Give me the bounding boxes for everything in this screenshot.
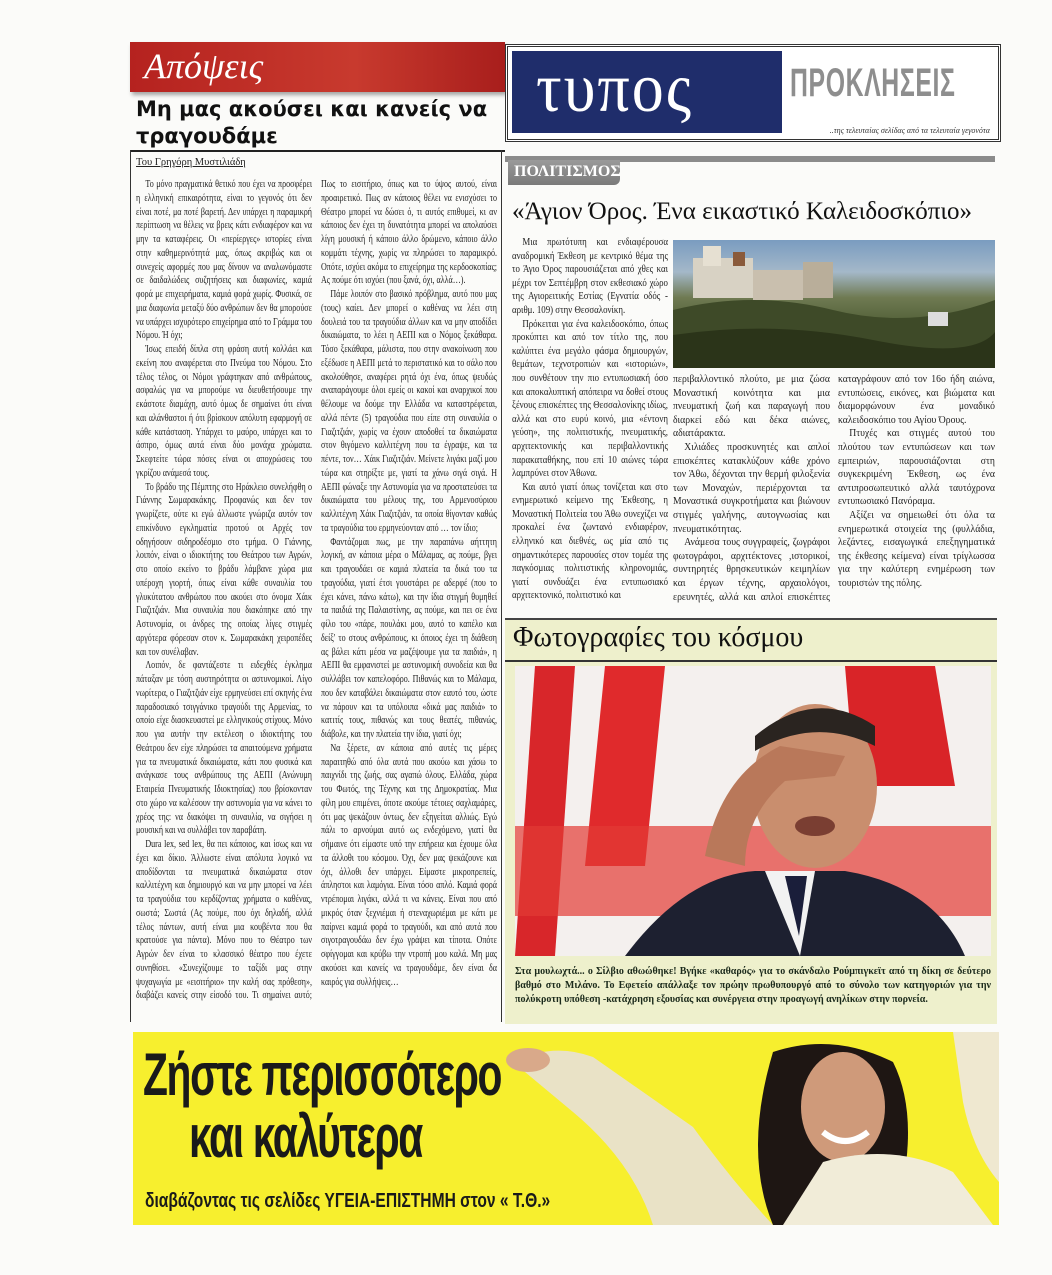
logo-text: τυπος (536, 48, 694, 127)
paragraph: Αξίζει να σημειωθεί ότι όλα τα ενημερωτικά στοιχεία της (φυλλάδια, λεζάντες, εισαγωγικά επεξηγηματικά της έκθεσης κείμενα) είναι τρίγλωσσα για την καλύτερη ενημέρωση των τουριστών της πόλης. (837, 509, 995, 589)
paragraph: Ανάμεσα τους συγγραφείς, ζωγράφοι φωτογράφοι, αρχιτέκτονες ,ιστορικοί, συντηρητές θρησκευτικών κειμηλίων και έργων τέχνης, αρχαιολόγοι, ερευνητές, αλλά και απλοί επισκέπτες καταγράφουν από τον 16ο ήδη αιώνα, εντυπώσεις, εικόνες, και βιώματα και διαμορφώνουν ένα μοναδικό καλειδοσκόπιο του Αγίου Όρους. (673, 374, 995, 603)
divider (130, 150, 131, 1022)
monastery-illustration (673, 240, 995, 368)
typos-logo (512, 48, 782, 133)
news-photo (515, 666, 991, 956)
paragraph: Χιλιάδες προσκυνητές και απλοί επισκέπτες κατακλύζουν κάθε χρόνο τον Άθω, δέχονται την θερμή φιλοξενία των Μοναχών, περιέρχονται τα Μοναστικά συγκροτήματα και βιώνουν στιγμές γαλήνης, αυτογνωσίας και πνευματικότητας. (673, 441, 830, 535)
paragraph: Πτυχές και στιγμές αυτού του πλούτου των εντυπώσεων και των εμπειριών, παρουσιάζονται στη συγκεκριμένη Έκθεση, ως ένα αντιπροσωπευτικό αλλά ταυτόχρονα εντυπωσιακό Πανόραμα. (837, 428, 995, 508)
paragraph: Μια πρωτότυπη και ενδιαφέρουσα αναδρομική Έκθεση με κεντρικό θέμα της το Άγιο Όρος παρουσιάζεται από χθες και μέχρι τον Σεπτέμβρη στον εκθεσιακό χώρο της Αγιορειτικής Εστίας (Εγνατία οδός - αριθμ. 109) στην Θεσσαλονίκη. (512, 237, 668, 316)
ad-subline: διαβάζοντας τις σελίδες ΥΓΕΙΑ-ΕΠΙΣΤΗΜΗ στον « Τ.Θ.» (145, 1190, 551, 1212)
culture-section-tab (508, 160, 620, 185)
paragraph: Και αυτό γιατί όπως τονίζεται και στο ενημερωτικό κείμενο της Έκθεσης, η Μοναστική Πολιτεία του Άθω συνεχίζει να προκαλεί ένα ζωντανό ενδιαφέρον, ελληνικό και διεθνές, ως μία από τις σημαντικότερες παρουσίες στον τομέα της παγκόσμιας πολιτιστικής κληρονομιάς, γιατί συνδυάζει ένα εντυπωσιακό αρχιτεκτονικό, πολιτιστικό και (512, 481, 668, 602)
world-photos-section (505, 618, 997, 1024)
byline: Του Γρηγόρη Μυστιλιάδη (136, 157, 246, 168)
paragraph: Πάμε λοιπόν στο βασικό πρόβλημα, αυτό που μας (τους) καίει. Δεν μπορεί ο καθένας να λέει στη δουλειά του τα τραγούδια άλλων και να μην αποδίδει δικαιώματα, το λέει η ΑΕΠΙ και ο Νόμος ξεκάθαρα. Τόσο ξεκάθαρα, μάλιστα, που στην ανακοίνωση που εξέδωσε η ΑΕΠΙ μετά το περιστατικό και το σάλο που ακολούθησε, αναφέρει ρητά όχι ένα, όπως ψευδώς αναπαράγουμε όλοι εμείς οι κακοί και αναρχικοί που θέλουμε να δούμε την Ελλάδα να καταστρέφεται, αλλά πέντε (5) τραγούδια που είπε στη συναυλία ο Γιαζιτζιάν, χωρίς να έχουν αποδοθεί τα δικαιώματα στον θιγόμενο καλλιτέχνη που τα έγραψε, και τα πέντε, τον… Χάικ Γιαζιτζιάν. Μείνετε λιγάκι μαζί μου τώρα και στηρίξτε με, γιατί τα χάνω σιγά σιγά. Η ΑΕΠΙ φώναξε την Αστυνομία για να προστατεύσει τα δικαιώματα του μέλους της, του Αρμενοσύριου καλλιτέχνη Χάικ Γιαζιτζιάν, τα οποία θίγονταν καθώς τα τραγούδια του ερμηνεύονταν από … τον ίδιο; (320, 289, 497, 534)
paragraph: Το μόνο πραγματικά θετικό που έχει να προσφέρει η ελληνική επικαιρότητα, είναι το γεγονός ότι δεν είναι ποτέ, μα ποτέ βαρετή. Δεν υπάρχει η παραμικρή περίπτωση να θέλεις να βρεις κάτι ενδιαφέρον και να μην τα καταφέρεις. Οι «περίεργες» ιστορίες είναι στην καθημερινότητά μας, όπως ακριβώς και οι συνεχείς αφορμές που μας δίνουν να αναλωνόμαστε σε δαιδαλώδεις συζητήσεις και διαφωνίες, καμιά φορά με επιχειρήματα, καμιά φορά χωρίς. Φυσικά, σε μια διαφωνία μεταξύ δύο ανθρώπων δεν θα μπορούσε να υπάρχει ισχυρότερο επιχείρημα από το Γράμμα του Νόμου. Ή όχι; (136, 179, 312, 342)
banner-title: ΠΡΟΚΛΗΣΕΙΣ (790, 61, 956, 105)
paragraph: Το βράδυ της Πέμπτης στο Ηράκλειο συνελήφθη ο Γιάννης Σωμαρακάκης. Προφανώς και δεν τον γνωρίζετε, ούτε κι εγώ άλλωστε γνώριζα αυτόν τον επικίνδυνο εγκληματία προτού οι Αρχές τον οδηγήσουν σιδηροδέσμιο στο τμήμα. Ο Γιάννης, λοιπόν, είναι ο ιδιοκτήτης του Θεάτρου των Αγρών, στο οποίο εκείνο το βράδυ λάμβανε χώρα μια υπέροχη γιορτή, όπως είναι κάθε συναυλία του γλυκύτατου ανθρώπου που ακούει στο όνομα Χάικ Γιαζιτζιάν. Μια συναυλία που διακόπηκε από την Αστυνομία, οι άνδρες της οποίας λίγες στιγμές αργότερα φόρεσαν στον κ. Σωμαρακάκη χειροπέδες και τον συνέλαβαν. (136, 481, 312, 658)
world-photos-title: Φωτογραφίες του κόσμου (513, 622, 804, 653)
paragraph: περιβαλλοντικό πλούτο, με μια ζώσα Μοναστική κοινότητα και μια πνευματική ζωή και παραγωγή που διαρκεί εδώ και δέκα αιώνες, αδιατάρακτα. (673, 374, 830, 440)
paragraph: Να ξέρετε, αν κάποια από αυτές τις μέρες παραιτηθώ από όλα αυτά που ακούω και χάσω το παιχνίδι της ζωής, σας αγαπώ όλους. Ελλάδα, χώρα του Φωτός, της Τέχνης και της Δημοκρατίας. Μια φίλη μου επιμένει, όποτε ακούμε τέτοιες σαχλαμάρες, ότι μας ψεκάζουν όντως, δεν εξηγείται αλλιώς. Εγώ πάλι το αρνούμαι αυτό ως ενδεχόμενο, γιατί θα σήμαινε ότι είμαστε υπό την επήρεια και έχουμε όλα τα άλλοθι του κόσμου. Όχι, δεν μας ψεκάζουνε και όχι, άλλοθι δεν υπάρχει. Είμαστε μικροπρεπείς, άπληστοι και λαμόγια. Είναι τόσο απλό. Καμιά φορά ντρέπομαι λιγάκι, αλλά τι να κάνεις. Είναι που από μικρός όταν ξεχνιέμαι ή στεναχωριέμαι με κάτι με παίρνει καμιά φορά το τραγούδι, και από αυτά που σιγοτραγουδάω δεν έχω γράψει και τίποτα. Οπότε σφίγγομαι και κρύβω την ντροπή μου καλά. Μη μας ακούσει και κανείς να τραγουδάμε, δεν είναι δα καιρός για συλλήψεις… (320, 742, 497, 988)
banner-subtitle: ..της τελευταίας σελίδας από τα τελευταία γεγονότα (829, 126, 990, 135)
paragraph: Dura lex, sed lex, θα πει κάποιος, και ίσως και να έχει και δίκιο. Άλλωστε είναι απόλυτα λογικό να αποδίδονται τα πνευματικά δικαιώματα στον καλλιτέχνη και δημιουργό και να μην μπορεί να λέει τα τραγούδια του κερδίζοντας χρήματα ο καθένας, σωστά; Σωστά (Ας πούμε, που όχι δηλαδή, αλλά τέλος πάντων, αυτή είναι μια κουβέντα που θα κρατούσε για πάντα). Μόνο που το Θέατρο των Αγρών δεν είναι το κλασσικό θέατρο που έχετε συνηθίσει. «Συνεχίζουμε το ταξίδι μας στην ψυχαγωγία με «εισιτήριο» την καλή σας πρόθεση», διαβάζει κανείς στην είσοδό του. Τι σημαίνει αυτό; Πως το εισιτήριο, όπως και το ύψος αυτού, είναι προαιρετικό. Πως αν κάποιος θέλει να ενισχύσει το Θέατρο μπορεί να δώσει ό, τι αυτός επιθυμεί, κι αν κάποιος δεν έχει τη δυνατότητα μπορεί να απολαύσει λίγη μουσική ή κάποιο άλλο δρώμενο, κάποιο άλλο κομμάτι τέχνης, χωρίς να πληρώσει το παραμικρό. Οπότε, ισχύει ακόμα το επιχείρημα της κερδοσκοπίας; Ας πούμε ότι ισχύει (που ξανά, όχι, αλλά…). (136, 179, 497, 1002)
ad-headline-line1: Ζήστε περισσότερο (143, 1041, 502, 1108)
mount-athos-photo (673, 240, 995, 368)
opinion-headline: Μη μας ακούσει και κανείς να τραγουδάμε (136, 97, 488, 148)
culture-headline: «Άγιον Όρος. Ένα εικαστικό Καλειδοσκόπιο» (512, 198, 973, 225)
opinion-article-body (136, 178, 497, 1003)
opinion-section-label: Απόψεις (144, 46, 264, 86)
health-science-advertisement (133, 1032, 999, 1225)
opinion-section-header (130, 42, 505, 92)
paragraph: Λοιπόν, δε φαντάζεστε τι ειδεχθές έγκλημα πάταξαν με τόση αυστηρότητα οι αστυνομικοί. Λίγο νωρίτερα, ο Γιαζιτζιάν είχε ερμηνεύσει επί σκηνής ένα παραδοσιακό τσιγγάνικο τραγούδι της Αρμενίας, το οποίο είχε διασκευαστεί με ελληνικούς στίχους. Μόνο που για αυτήν την εκτέλεση ο ιδιοκτήτης του Θεάτρου δεν είχε πληρώσει τα απαιτούμενα χρήματα για τα πνευματικά δικαιώματα, κάτι που φυσικά και ανάγκασε τους ανθρώπους της ΑΕΠΙ (Ανώνυμη Εταιρεία Πνευματικής Ιδιοκτησίας) που βρίσκονταν στο χώρο να καλέσουν την αστυνομία για να κάνει το χρέος της: να διακόψει τη συναυλία, να σιγήσει η μουσική και να συλλάβει τον παραβάτη. (136, 660, 312, 837)
culture-article-columns (673, 373, 995, 604)
divider (501, 150, 502, 1022)
paragraph: Φαντάζομαι πως, με την παραπάνω αήττητη λογική, αν κάποια μέρα ο Μάλαμας, ας πούμε, βγει και τραγουδάει σε καμιά πλατεία τα δικά του τα τραγούδια, γιατί έτσι γουστάρει ρε αδερφέ (που το έχει κάνει, πάνω κάτω), και την ίδια στιγμή θυμηθεί τα παιδιά της Παλαιστίνης, ας πούμε, και πει σε ένα φίλο του «πάρε, πουλάκι μου, αυτό το καπέλο και δείξ' το στους ανθρώπους, κι όποιος έχει τη διάθεση ας βάλει κάτι μέσα να μαζέψουμε για τα παιδιά», η ΑΕΠΙ θα εμφανιστεί με αστυνομική συνοδεία και θα συλλάβει τον καπελοφόρο. Πιθανώς και το Μάλαμα, που δεν καταβάλει δικαιώματα στον εαυτό του, ώστε να πάρουν και τα υπόλοιπα «δικά μας παιδιά» το κατιτίς τους, πιθανώς και τους θεατές, πιθανώς, διάβολε, και την πλατεία την ίδια, γιατί όχι; (320, 536, 497, 740)
culture-article-column (512, 236, 668, 603)
culture-section-label: ΠΟΛΙΤΙΣΜΟΣ (514, 163, 621, 180)
typos-banner (505, 44, 1001, 142)
divider (130, 150, 505, 152)
photo-caption: Στα μουλωχτά... ο Σίλβιο αθωώθηκε! Βγήκε «καθαρός» για το σκάνδαλο Ρούμπιγκεϊτ από τη δίκη σε δεύτερο βαθμό στο Μιλάνο. Το Εφετείο απάλλαξε τον πρώην πρωθυπουργό από το σύνολο των κατηγοριών για την πολύκροτη υπόθεση -κατάχρηση εξουσίας και συνέργεια στην προαγωγή ανηλίκων στην πορνεία. (515, 966, 991, 1005)
paragraph: Πρόκειται για ένα καλειδοσκόπιο, όπως προκύπτει και από τον τίτλο της, που καλύπτει ένα μεγάλο φάσμα δημιουργών, θεμάτων, τεχνοτροπιών και «ιστοριών», που συνθέτουν την πιο εντυπωσιακή όσο και αποκαλυπτική απόπειρα να δοθεί στους ξένους επισκέπτες της Θεσσαλονίκης ιδίως, αλλά και στο ευρύ κοινό, μια «έντονη γεύση», της πολιτιστικής, πνευματικής, αρχιτεκτονικής και περιβαλλοντικής παρακαταθήκης, που επί 10 αιώνες τώρα λαμπρύνει στον Άθωνα. (512, 318, 668, 480)
divider (505, 660, 997, 662)
politician-photo-illustration (515, 666, 991, 956)
ad-headline-line2: και καλύτερα (189, 1103, 423, 1170)
paragraph: Ίσως επειδή δίπλα στη φράση αυτή κολλάει και εκείνη που αναφέρεται στο Πνεύμα του Νόμου. Στο τέλος τέλος, οι Νόμοι γράφτηκαν από ανθρώπους, ασφαλώς για να μπορούμε να διευθετήσουμε την εκάστοτε διαμάχη, αυτό όμως δε σημαίνει ότι είναι και αλάνθαστοι ή ότι βρίσκουν απόλυτη εφαρμογή σε κάθε κατάσταση. Υπάρχει το μαύρο, υπάρχει και το άσπρο, όμως αυτά είναι δύο μονάχα χρώματα. Σκεφτείτε τώρα πόσες είναι οι αποχρώσεις του γκρίζου ανάμεσά τους. (136, 344, 312, 479)
